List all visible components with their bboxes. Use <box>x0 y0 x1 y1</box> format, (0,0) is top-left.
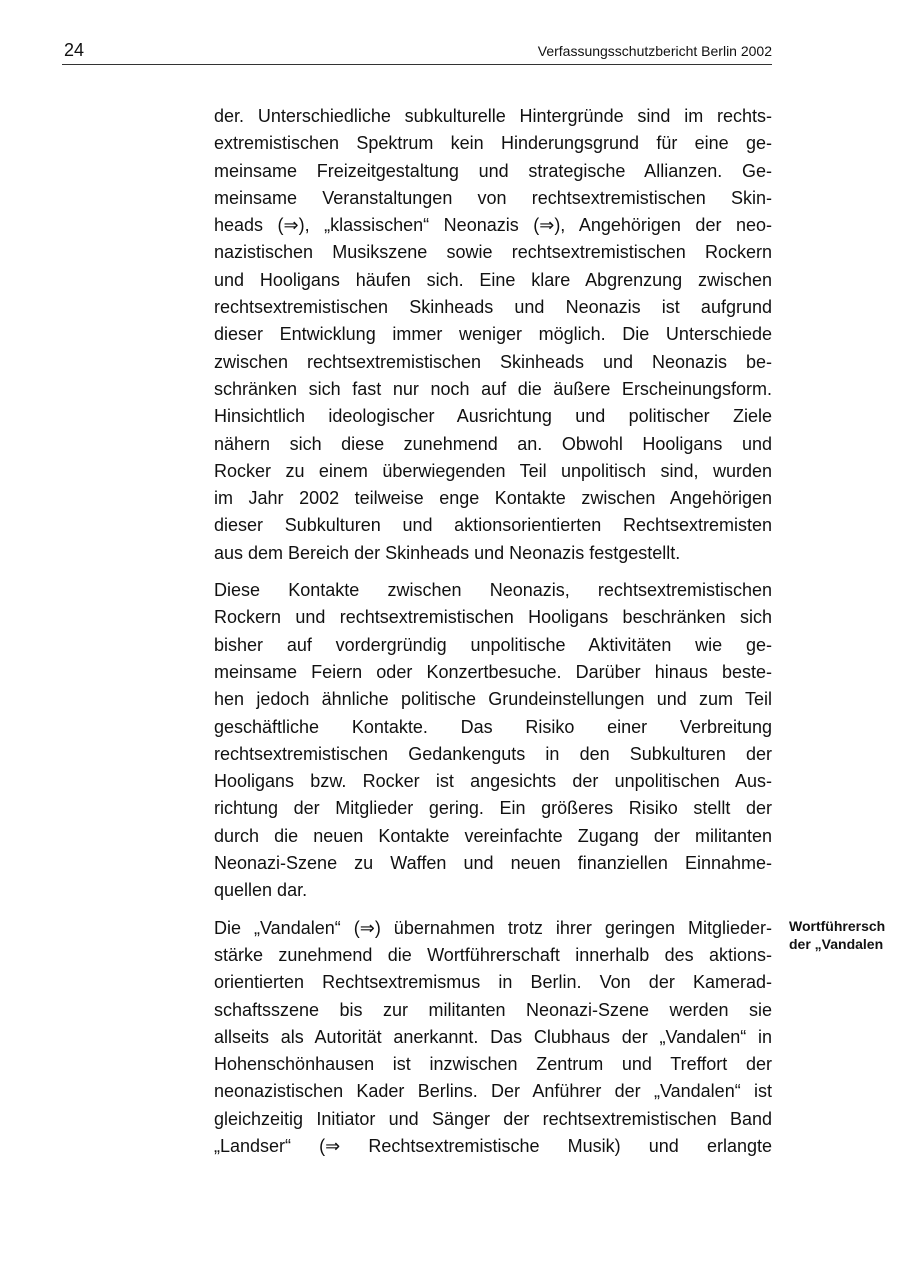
text-line: „Landser“ (⇒ Rechtsextremistische Musik) und erlangte <box>214 1135 772 1156</box>
text-line: quellen dar. <box>214 880 308 901</box>
text-line: Die „Vandalen“ (⇒) übernahmen trotz ihrer geringen Mitglieder- <box>214 917 772 938</box>
text-line: hen jedoch ähnliche politische Grundeinstellungen und zum Teil <box>214 689 772 710</box>
text-line: Hooligans bzw. Rocker ist angesichts der unpolitischen Aus- <box>214 771 772 792</box>
text-line: geschäftliche Kontakte. Das Risiko einer Verbreitung <box>214 716 772 737</box>
text-line: meinsame Freizeitgestaltung und strategische Allianzen. Ge- <box>214 160 772 181</box>
text-line: Neonazi-Szene zu Waffen und neuen finanziellen Einnahme- <box>214 853 772 874</box>
text-line: aus dem Bereich der Skinheads und Neonazis festgestellt. <box>214 542 681 563</box>
text-line: Hinsichtlich ideologischer Ausrichtung und politischer Ziele <box>214 406 772 427</box>
text-line: richtung der Mitglieder gering. Ein größeres Risiko stellt der <box>214 798 772 819</box>
paragraph-1 <box>214 103 772 567</box>
text-line: extremistischen Spektrum kein Hinderungsgrund für eine ge- <box>214 133 772 154</box>
text-line: rechtsextremistischen Gedankenguts in den Subkulturen der <box>214 743 772 764</box>
paragraph-2 <box>214 577 772 905</box>
margin-note-line-2: der „Vandalen <box>789 936 884 952</box>
text-line: meinsame Feiern oder Konzertbesuche. Darüber hinaus beste- <box>214 661 772 682</box>
text-line: dieser Subkulturen und aktionsorientierten Rechtsextremisten <box>214 515 772 536</box>
text-line: Hohenschönhausen ist inzwischen Zentrum und Treffort der <box>214 1054 772 1075</box>
text-line: rechtsextremistischen Skinheads und Neonazis ist aufgrund <box>214 297 772 318</box>
page-number: 24 <box>64 40 85 60</box>
text-line: im Jahr 2002 teilweise enge Kontakte zwischen Angehörigen <box>214 488 772 509</box>
text-line: heads (⇒), „klassischen“ Neonazis (⇒), Angehörigen der neo- <box>214 215 772 236</box>
text-line: nähern sich diese zunehmend an. Obwohl Hooligans und <box>214 433 772 454</box>
text-line: dieser Entwicklung immer weniger möglich. Die Unterschiede <box>214 324 772 345</box>
text-line: stärke zunehmend die Wortführerschaft innerhalb des aktions- <box>214 944 772 965</box>
margin-note-line-1: Wortführersch <box>789 918 886 934</box>
text-line: Rockern und rechtsextremistischen Hooligans beschränken sich <box>214 607 772 628</box>
text-line: durch die neuen Kontakte vereinfachte Zugang der militanten <box>214 825 772 846</box>
text-line: gleichzeitig Initiator und Sänger der rechtsextremistischen Band <box>214 1108 772 1129</box>
text-line: Rocker zu einem überwiegenden Teil unpolitisch sind, wurden <box>214 460 772 481</box>
text-line: Diese Kontakte zwischen Neonazis, rechtsextremistischen <box>214 580 772 601</box>
text-line: nazistischen Musikszene sowie rechtsextremistischen Rockern <box>214 242 772 263</box>
margin-note <box>789 917 900 953</box>
running-title: Verfassungsschutzbericht Berlin 2002 <box>537 43 772 59</box>
page-header <box>62 40 772 65</box>
body-text <box>214 103 772 1170</box>
text-line: schränken sich fast nur noch auf die äußere Erscheinungsform. <box>214 378 772 399</box>
text-line: neonazistischen Kader Berlins. Der Anführer der „Vandalen“ ist <box>214 1081 772 1102</box>
text-line: der. Unterschiedliche subkulturelle Hintergründe sind im rechts- <box>214 106 772 126</box>
text-line: allseits als Autorität anerkannt. Das Clubhaus der „Vandalen“ in <box>214 1026 772 1047</box>
text-line: schaftsszene bis zur militanten Neonazi-Szene werden sie <box>214 999 772 1020</box>
text-line: zwischen rechtsextremistischen Skinheads und Neonazis be- <box>214 351 772 372</box>
text-line: meinsame Veranstaltungen von rechtsextremistischen Skin- <box>214 187 772 208</box>
text-line: und Hooligans häufen sich. Eine klare Abgrenzung zwischen <box>214 269 772 290</box>
text-line: orientierten Rechtsextremismus in Berlin. Von der Kamerad- <box>214 972 772 993</box>
text-line: bisher auf vordergründig unpolitische Aktivitäten wie ge- <box>214 634 772 655</box>
paragraph-3 <box>214 915 772 1161</box>
